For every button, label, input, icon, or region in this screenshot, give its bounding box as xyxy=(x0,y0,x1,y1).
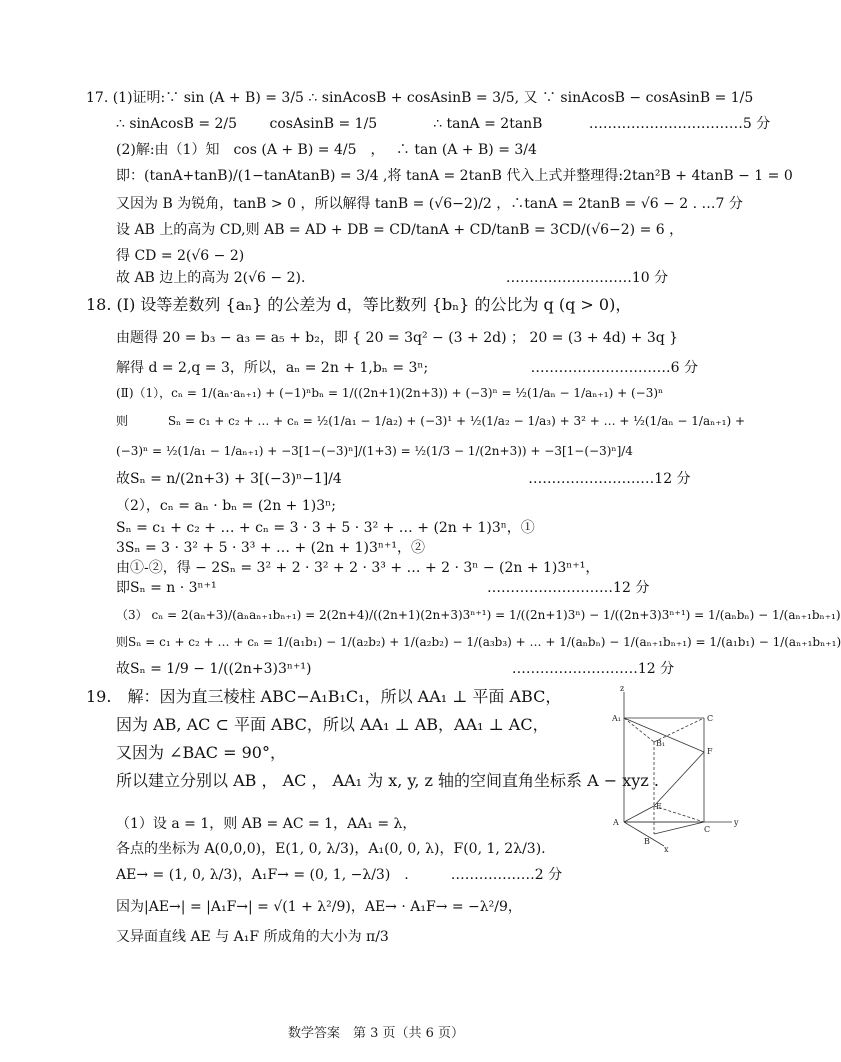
q18-line-3: 解得 d = 2,q = 3，所以，aₙ = 2n + 1,bₙ = 3ⁿ; …………………………6 分 xyxy=(116,360,698,376)
q19-line-5: （1）设 a = 1，则 AB = AC = 1，AA₁ = λ， xyxy=(116,816,417,832)
fig-label-x: x xyxy=(664,845,669,854)
q18-line-5: 则 Sₙ = c₁ + c₂ + … + cₙ = ½(1/a₁ − 1/a₂) + (−3)¹ + ½(1/a₂ − 1/a₃) + 3² + … + ½(1/aₙ − 1/aₙ₊₁) + xyxy=(116,414,746,428)
prism-figure xyxy=(604,684,746,854)
q18-line-1: 18. (Ⅰ) 设等差数列 {aₙ} 的公差为 d，等比数列 {bₙ} 的公比为 q (q > 0)， xyxy=(86,295,632,314)
fig-label-f: F xyxy=(707,747,713,756)
fig-label-a1: A₁ xyxy=(612,714,621,723)
q18-line-8: （2），cₙ = aₙ · bₙ = (2n + 1)3ⁿ; xyxy=(116,498,336,514)
q19-line-3: 又因为 ∠BAC = 90°， xyxy=(116,743,286,762)
q18-line-2: 由题得 20 = b₃ − a₃ = a₅ + b₂，即 { 20 = 3q² − (3 + 2d) ； 20 = (3 + 4d) + 3q } xyxy=(116,330,679,346)
q17-line-6: 设 AB 上的高为 CD,则 AB = AD + DB = CD/tanA + CD/tanB = 3CD/(√6−2) = 6 ， xyxy=(116,222,684,238)
fig-label-b: B xyxy=(644,837,650,846)
q17-line-3: (2)解:由（1）知 cos (A + B) = 4/5 ， ∴ tan (A + B) = 3/4 xyxy=(116,142,537,158)
fig-label-c1: C xyxy=(707,714,714,723)
fig-label-e: E xyxy=(656,802,662,811)
q18-line-4: (Ⅱ)（1），cₙ = 1/(aₙ·aₙ₊₁) + (−1)ⁿbₙ = 1/((2n+1)(2n+3)) + (−3)ⁿ = ½(1/aₙ − 1/aₙ₊₁) + (−3)ⁿ xyxy=(116,386,664,400)
q18-line-12: 即Sₙ = n · 3ⁿ⁺¹ ………………………12 分 xyxy=(116,580,650,596)
q17-line-2: ∴ sinAcosB = 2/5 cosAsinB = 1/5 ∴ tanA = 2tanB ……………………………5 分 xyxy=(116,116,771,132)
q18-line-9: Sₙ = c₁ + c₂ + … + cₙ = 3 · 3 + 5 · 3² + … + (2n + 1)3ⁿ，① xyxy=(116,520,535,536)
q17-line-1: 17. (1)证明:∵ sin (A + B) = 3/5 ∴ sinAcosB + cosAsinB = 3/5, 又 ∵ sinAcosB − cosAsinB = 1/5 xyxy=(86,90,754,106)
q17-line-5: 又因为 B 为锐角，tanB > 0 ，所以解得 tanB = (√6−2)/2 ，∴tanA = 2tanB = √6 − 2 . …7 分 xyxy=(116,196,743,212)
q19-line-4: 所以建立分别以 AB ， AC ， AA₁ 为 x, y, z 轴的空间直角坐标系 A − xyz . xyxy=(116,771,659,790)
q19-line-9: 又异面直线 AE 与 A₁F 所成角的大小为 π/3 xyxy=(116,929,389,945)
q18-line-6: (−3)ⁿ = ½(1/a₁ − 1/aₙ₊₁) + −3[1−(−3)ⁿ]/(1+3) = ½(1/3 − 1/(2n+3)) + −3[1−(−3)ⁿ]/4 xyxy=(116,444,633,458)
q17-line-8: 故 AB 边上的高为 2(√6 − 2). ………………………10 分 xyxy=(116,270,669,286)
q19-line-8: 因为|AE→| = |A₁F→| = √(1 + λ²/9)，AE→ · A₁F→ = −λ²/9， xyxy=(116,899,522,915)
q18-line-10: 3Sₙ = 3 · 3² + 5 · 3³ + … + (2n + 1)3ⁿ⁺¹，② xyxy=(116,540,425,556)
fig-label-a: A xyxy=(613,818,619,827)
q19-line-7: AE→ = (1, 0, λ/3)，A₁F→ = (0, 1, −λ/3) . ………………2 分 xyxy=(116,867,563,883)
q19-line-6: 各点的坐标为 A(0,0,0)，E(1, 0, λ/3)，A₁(0, 0, λ)，F(0, 1, 2λ/3). xyxy=(116,841,546,857)
q18-line-7: 故Sₙ = n/(2n+3) + 3[(−3)ⁿ−1]/4 ………………………12 分 xyxy=(116,471,691,487)
q17-line-7: 得 CD = 2(√6 − 2) xyxy=(116,248,245,264)
fig-label-z: z xyxy=(620,684,625,693)
q19-line-1: 19. 解：因为直三棱柱 ABC−A₁B₁C₁，所以 AA₁ ⊥ 平面 ABC， xyxy=(86,687,562,706)
q18-line-13: （3） cₙ = 2(aₙ+3)/(aₙaₙ₊₁bₙ₊₁) = 2(2n+4)/((2n+1)(2n+3)3ⁿ⁺¹) = 1/((2n+1)3ⁿ) − 1/((2n+3)3ⁿ⁺¹) = 1/(aₙbₙ) − 1/(aₙ₊₁bₙ₊₁) xyxy=(116,608,841,622)
q19-line-2: 因为 AB, AC ⊂ 平面 ABC，所以 AA₁ ⊥ AB，AA₁ ⊥ AC， xyxy=(116,715,549,734)
fig-label-b1: B₁ xyxy=(656,739,666,748)
q17-line-4: 即：(tanA+tanB)/(1−tanAtanB) = 3/4 ,将 tanA = 2tanB 代入上式并整理得:2tan²B + 4tanB − 1 = 0 xyxy=(116,168,793,184)
q18-line-11: 由①-②，得 − 2Sₙ = 3² + 2 · 3² + 2 · 3³ + … + 2 · 3ⁿ − (2n + 1)3ⁿ⁺¹， xyxy=(116,560,600,576)
q18-line-14: 则Sₙ = c₁ + c₂ + … + cₙ = 1/(a₁b₁) − 1/(a₂b₂) + 1/(a₂b₂) − 1/(a₃b₃) + … + 1/(aₙbₙ) − 1/(aₙ₊₁bₙ₊₁) = 1/(a₁b₁) − 1/(aₙ₊₁bₙ₊₁) xyxy=(116,635,841,649)
q18-line-15: 故Sₙ = 1/9 − 1/((2n+3)3ⁿ⁺¹) ………………………12 分 xyxy=(116,661,675,677)
page-footer: 数学答案 第 3 页（共 6 页） xyxy=(287,1026,465,1041)
fig-label-y: y xyxy=(734,818,739,827)
fig-label-c: C xyxy=(704,825,711,834)
